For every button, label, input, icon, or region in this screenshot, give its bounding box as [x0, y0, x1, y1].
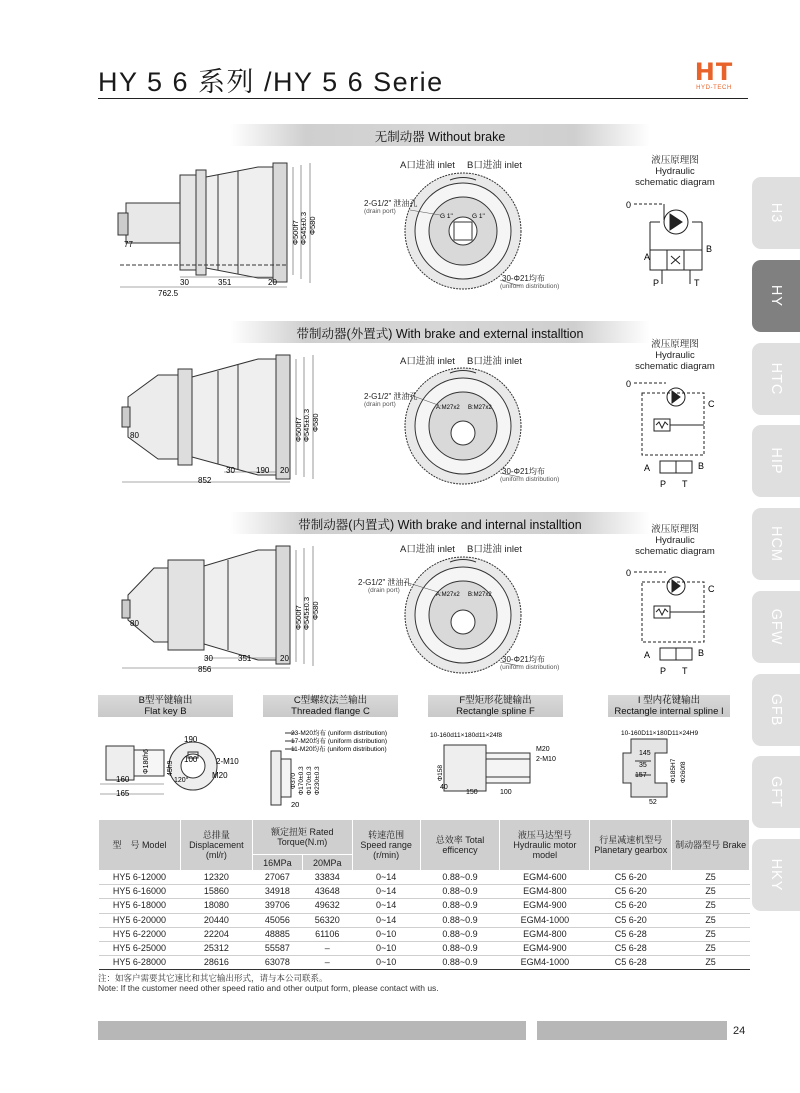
dim-d2: Φ545±0.3: [302, 408, 311, 442]
dim-shoulder: 20: [280, 654, 289, 663]
page-title: HY 5 6 系列 /HY 5 6 Serie: [98, 67, 444, 97]
logo-mark: HT: [694, 58, 734, 86]
col-motor: 液压马达型号 Hydraulic motor model: [500, 820, 590, 871]
schematic-p: P: [660, 666, 667, 676]
table-row: [99, 913, 750, 927]
dim-f2: Φ260f8: [680, 761, 687, 783]
dim-shoulder: 20: [268, 278, 277, 287]
table-cell: 61106: [302, 927, 352, 941]
hydraulic-schematic: [622, 373, 722, 493]
table-cell: 0.88~0.9: [420, 913, 500, 927]
face-label-a: A:M27x2: [436, 592, 460, 598]
col-displacement: 总排量 Displacement (ml/r): [180, 820, 252, 871]
side-view-drawing: [98, 155, 338, 305]
tab-hcm[interactable]: HCM: [752, 508, 800, 580]
table-cell: 25312: [180, 941, 252, 955]
title-rule: [98, 98, 748, 99]
table-row: [99, 899, 750, 913]
schematic-zero: 0: [626, 379, 632, 389]
table-cell: 18080: [180, 899, 252, 913]
tab-gft[interactable]: GFT: [752, 756, 800, 828]
table-cell: C5 6-28: [590, 941, 672, 955]
dim-v3: Φ170±0.3: [306, 766, 313, 795]
dim-100: 100: [184, 755, 198, 764]
table-cell: 56320: [302, 913, 352, 927]
port-b-label: B口进油 inlet: [467, 160, 522, 171]
dim-offset: 30: [180, 278, 189, 287]
tab-gfw[interactable]: GFW: [752, 591, 800, 663]
schematic-c: C: [708, 584, 715, 594]
dim-v4: Φ230±0.3: [314, 766, 321, 795]
table-cell: 28616: [180, 956, 252, 970]
port-b-label: B口进油 inlet: [467, 356, 522, 367]
table-cell: 43648: [302, 885, 352, 899]
port-a-label: A口进油 inlet: [400, 160, 455, 171]
col-20mpa: 20MPa: [302, 855, 352, 871]
table-cell: HY5 6-22000: [99, 927, 181, 941]
side-view-drawing: [98, 540, 338, 675]
table-cell: Z5: [672, 941, 750, 955]
schematic-caption: 液压原理图 Hydraulic schematic diagram: [635, 339, 715, 372]
table-cell: 34918: [252, 885, 302, 899]
table-cell: C5 6-28: [590, 956, 672, 970]
schematic-c: C: [708, 399, 715, 409]
table-row: [99, 941, 750, 955]
table-cell: HY5 6-18000: [99, 899, 181, 913]
table-cell: 0~14: [352, 913, 420, 927]
dim-d3: Φ580: [308, 216, 317, 235]
holes-label: 30-Φ21均布: [502, 467, 545, 476]
dim-v2: Φ170±0.3: [298, 766, 305, 795]
section-banner-no-brake: [230, 124, 650, 146]
note-en: Note: If the customer need other speed ratio and other output form, please contact with us.: [98, 983, 439, 993]
section-title: 无制动器 Without brake: [374, 130, 506, 144]
note-11-m20: 11-M20均布 (uniform distribution): [291, 746, 387, 753]
table-cell: 0~10: [352, 927, 420, 941]
table-cell: Z5: [672, 885, 750, 899]
schematic-a: A: [644, 252, 651, 262]
side-view-drawing: [98, 347, 338, 492]
col-efficiency: 总效率 Total efficency: [420, 820, 500, 871]
dim-100: 100: [500, 789, 512, 796]
table-cell: 0~10: [352, 956, 420, 970]
dim-v1: Φ370: [290, 772, 297, 789]
schematic-b: B: [698, 648, 705, 658]
holes-label: 30-Φ21均布: [502, 655, 545, 664]
face-label-b: B:M27x2: [468, 592, 492, 598]
drain-label: 2-G1/2" 泄油孔: [364, 199, 418, 208]
dim-160: 160: [116, 775, 130, 784]
flat-key-drawing: [98, 722, 258, 804]
table-cell: 33834: [302, 871, 352, 885]
schematic-p: P: [653, 278, 660, 288]
face-label-g2: G 1": [472, 213, 485, 220]
dim-40: 40: [440, 784, 448, 791]
schematic-t: T: [682, 479, 688, 489]
section-banner-internal-brake: [230, 512, 650, 534]
dim-d2: Φ545±0.3: [302, 596, 311, 630]
table-cell: EGM4-900: [500, 941, 590, 955]
schematic-zero: 0: [626, 568, 632, 578]
table-cell: C5 6-20: [590, 871, 672, 885]
dim-thread: 2-M10: [216, 757, 239, 766]
table-cell: C5 6-20: [590, 885, 672, 899]
detail-head-threaded-flange: C型螺纹法兰输出 Threaded flange C: [263, 695, 398, 717]
col-gearbox: 行星减速机型号 Planetary gearbox: [590, 820, 672, 871]
dim-flange: 351: [238, 654, 252, 663]
holes-label-en: (uniform distribution): [500, 283, 560, 290]
table-cell: 0~10: [352, 941, 420, 955]
port-b-label: B口进油 inlet: [467, 544, 522, 555]
table-cell: 39706: [252, 899, 302, 913]
table-cell: 15860: [180, 885, 252, 899]
table-cell: 12320: [180, 871, 252, 885]
section-title: 带制动器(外置式) With brake and external installtion: [296, 327, 584, 341]
table-cell: HY5 6-25000: [99, 941, 181, 955]
table-cell: Z5: [672, 899, 750, 913]
table-cell: Z5: [672, 927, 750, 941]
table-cell: 0.88~0.9: [420, 927, 500, 941]
section-title: 带制动器(内置式) With brake and internal installtion: [298, 518, 582, 532]
port-a-label: A口进油 inlet: [400, 356, 455, 367]
hydraulic-schematic: [622, 190, 722, 290]
dim-angle: 120°: [174, 777, 189, 784]
tab-h3[interactable]: H3: [752, 177, 800, 249]
hydraulic-schematic: [622, 562, 722, 682]
dim-key: 80: [130, 619, 139, 628]
dim-shoulder: 20: [280, 466, 289, 475]
dim-key: 80: [130, 431, 139, 440]
schematic-b: B: [698, 461, 705, 471]
col-16mpa: 16MPa: [252, 855, 302, 871]
table-cell: 0~14: [352, 871, 420, 885]
dim-157: 157: [635, 772, 647, 779]
drain-label-en: (drain port): [364, 208, 396, 215]
table-cell: HY5 6-28000: [99, 956, 181, 970]
table-row: [99, 956, 750, 970]
table-cell: 0.88~0.9: [420, 941, 500, 955]
table-cell: EGM4-900: [500, 899, 590, 913]
dim-d1: Φ500f7: [294, 605, 303, 630]
footer-bar-right: [537, 1021, 727, 1040]
table-cell: HY5 6-16000: [99, 885, 181, 899]
dim-20: 20: [291, 800, 300, 809]
table-cell: –: [302, 941, 352, 955]
table-cell: 0.88~0.9: [420, 956, 500, 970]
drain-label: 2-G1/2" 泄油孔: [364, 392, 418, 401]
table-cell: EGM4-1000: [500, 956, 590, 970]
table-cell: EGM4-800: [500, 927, 590, 941]
dim-shaft: Φ180h6: [143, 748, 150, 774]
dim-d3: Φ580: [311, 601, 320, 620]
detail-head-internal-spline: I 型内花键输出 Rectangle internal spline I: [608, 695, 730, 717]
table-cell: 20440: [180, 913, 252, 927]
dim-190: 190: [184, 735, 198, 744]
note-17-m20: 17-M20均布 (uniform distribution): [291, 738, 388, 745]
dim-flange: 190: [256, 466, 270, 475]
schematic-zero: 0: [626, 200, 632, 210]
tab-hy[interactable]: HY: [752, 260, 800, 332]
internal-spline-drawing: [605, 725, 745, 810]
dim-overall: 852: [198, 476, 212, 485]
tab-gfb[interactable]: GFB: [752, 674, 800, 746]
dim-flange: 351: [218, 278, 232, 287]
table-cell: 0.88~0.9: [420, 871, 500, 885]
dim-key: 45h9: [167, 760, 174, 776]
dim-d: Φ158: [437, 764, 444, 781]
spec-table: [98, 819, 750, 970]
table-cell: Z5: [672, 956, 750, 970]
col-brake: 制动器型号 Brake: [672, 820, 750, 871]
schematic-t: T: [682, 666, 688, 676]
table-cell: Z5: [672, 871, 750, 885]
table-cell: EGM4-600: [500, 871, 590, 885]
table-cell: 55587: [252, 941, 302, 955]
schematic-b: B: [706, 244, 713, 254]
dim-f1: Φ185H7: [670, 758, 677, 783]
dim-165: 165: [116, 789, 130, 798]
drain-label-en: (drain port): [364, 401, 396, 408]
table-cell: EGM4-1000: [500, 913, 590, 927]
dim-52: 52: [649, 799, 657, 806]
table-cell: 27067: [252, 871, 302, 885]
dim-145: 145: [639, 750, 651, 757]
schematic-p: P: [660, 479, 667, 489]
table-cell: C5 6-20: [590, 913, 672, 927]
holes-label: 30-Φ21均布: [502, 274, 545, 283]
page-number: 24: [733, 1025, 746, 1037]
dim-m10: 2-M10: [536, 756, 556, 763]
face-label-b: B:M27x2: [468, 405, 492, 411]
schematic-a: A: [644, 650, 651, 660]
tab-hky[interactable]: HKY: [752, 839, 800, 911]
dim-key: 77: [124, 240, 133, 249]
schematic-caption: 液压原理图 Hydraulic schematic diagram: [635, 155, 715, 188]
table-cell: 63078: [252, 956, 302, 970]
dim-overall: 856: [198, 665, 212, 674]
dim-m20: M20: [536, 746, 550, 753]
table-cell: 45056: [252, 913, 302, 927]
holes-label-en: (uniform distribution): [500, 664, 560, 671]
port-a-label: A口进油 inlet: [400, 544, 455, 555]
spline-spec: 10-160d11×180d11×24f8: [430, 732, 503, 739]
dim-m20: M20: [212, 771, 228, 780]
face-label-a: A:M27x2: [436, 405, 460, 411]
table-cell: –: [302, 956, 352, 970]
rectangle-spline-drawing: [428, 725, 578, 805]
tab-htc[interactable]: HTC: [752, 343, 800, 415]
detail-head-rectangle-spline: F型矩形花键输出 Rectangle spline F: [428, 695, 563, 717]
table-cell: 49632: [302, 899, 352, 913]
table-cell: 22204: [180, 927, 252, 941]
logo-subtitle: HYD-TECH: [696, 85, 732, 91]
dim-d1: Φ500f7: [291, 220, 300, 245]
drain-label-en: (drain port): [368, 587, 400, 594]
table-row: [99, 885, 750, 899]
col-torque: 额定扭矩 Rated Torque(N.m): [252, 820, 352, 855]
footer-bar-left: [98, 1021, 526, 1040]
spline-spec: 10-160D11×180D11×24H9: [621, 730, 699, 737]
dim-d1: Φ500f7: [294, 417, 303, 442]
note-23-m20: 23-M20均布 (uniform distribution): [291, 730, 388, 737]
drain-label: 2-G1/2" 泄油孔: [358, 578, 412, 587]
table-cell: 48885: [252, 927, 302, 941]
schematic-a: A: [644, 463, 651, 473]
table-cell: 0.88~0.9: [420, 899, 500, 913]
tab-hip[interactable]: HIP: [752, 425, 800, 497]
dim-offset: 30: [226, 466, 235, 475]
table-row: [99, 871, 750, 885]
table-cell: 0~14: [352, 885, 420, 899]
col-speed: 转速范围 Speed range (r/min): [352, 820, 420, 871]
table-cell: EGM4-800: [500, 885, 590, 899]
table-cell: HY5 6-12000: [99, 871, 181, 885]
brand-logo: [686, 60, 742, 91]
table-cell: HY5 6-20000: [99, 913, 181, 927]
table-cell: Z5: [672, 913, 750, 927]
dim-150: 150: [466, 789, 478, 796]
dim-35: 35: [639, 762, 647, 769]
col-model: 型 号 Model: [99, 820, 181, 871]
note-cn: 注：如客户需要其它速比和其它输出形式，请与本公司联系。: [98, 973, 328, 983]
threaded-flange-drawing: [265, 725, 425, 810]
schematic-t: T: [694, 278, 700, 288]
detail-head-flat-key: B型平键输出 Flat key B: [98, 695, 233, 717]
table-cell: C5 6-28: [590, 927, 672, 941]
holes-label-en: (uniform distribution): [500, 476, 560, 483]
section-banner-external-brake: [230, 321, 650, 343]
table-cell: 0.88~0.9: [420, 885, 500, 899]
face-label-g1: G 1": [440, 213, 453, 220]
table-cell: C5 6-20: [590, 899, 672, 913]
table-row: [99, 927, 750, 941]
dim-d2: Φ545±0.3: [299, 211, 308, 245]
dim-overall: 762.5: [158, 289, 179, 298]
dim-offset: 30: [204, 654, 213, 663]
schematic-caption: 液压原理图 Hydraulic schematic diagram: [635, 524, 715, 557]
dim-d3: Φ580: [311, 413, 320, 432]
table-cell: 0~14: [352, 899, 420, 913]
